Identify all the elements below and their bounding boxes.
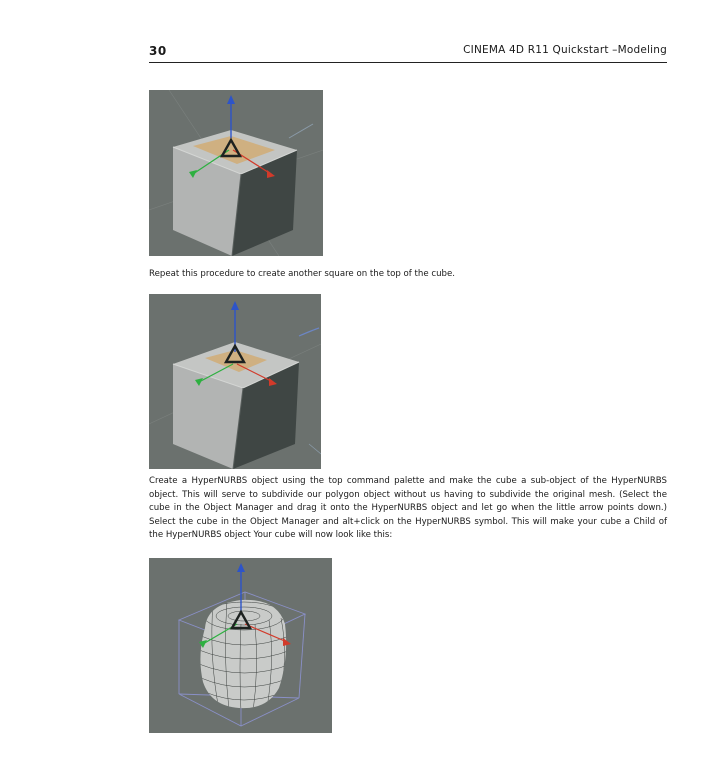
cube-viewport-image [149,90,323,256]
page-header [149,44,667,63]
running-title: CINEMA 4D R11 Quickstart –Modeling [463,44,667,56]
figure-cube-selected-top-polygon [149,90,323,256]
page-number: 30 [149,44,167,58]
paragraph-repeat-procedure: Repeat this procedure to create another square on the top of the cube. [149,269,456,279]
figure-hypernurbs-cube [149,558,332,733]
figure-cube-second-square [149,294,321,469]
paragraph-hypernurbs-instructions: Create a HyperNURBS object using the top command palette and make the cube a sub-object of the HyperNURBS object. This will serve to subdivide our polygon object without us having to subdivide the original mesh. (Select the cube in the Object Manager and drag it onto the HyperNURBS object and let go when the little arrow points down.) Select the cube in the Object Manager and alt+click on the HyperNURBS symbol. This will make your cube a Child of the HyperNURBS object Your cube will now look like this: [149,476,667,541]
cube-viewport-image [149,294,321,469]
hypernurbs-viewport-image [149,558,332,733]
